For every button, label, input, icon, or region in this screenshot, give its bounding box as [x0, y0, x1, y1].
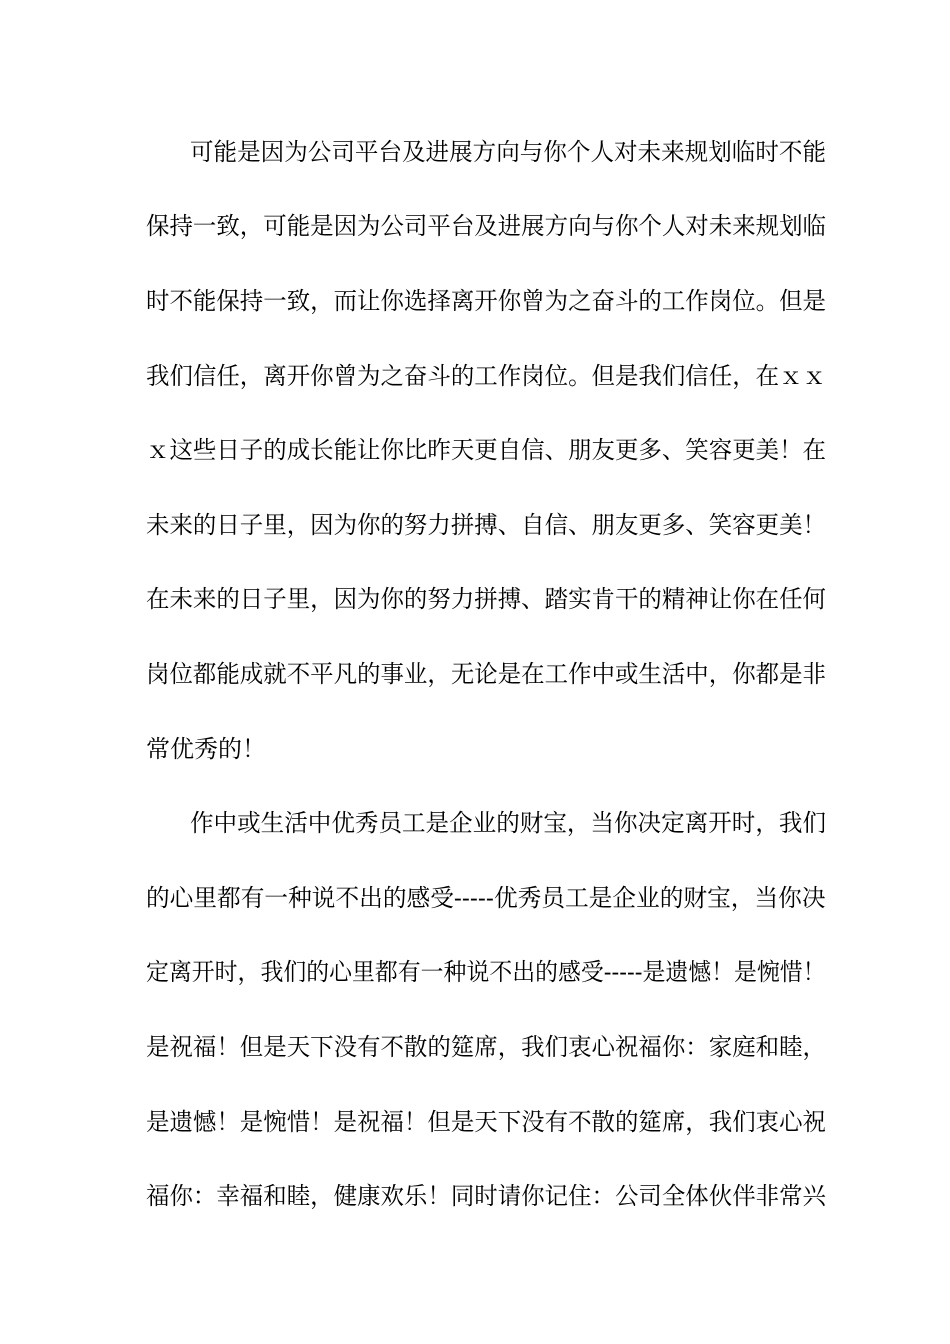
paragraph-2-line-1: 作中或生活中优秀员工是企业的财宝，当你决定离开时，我们 — [190, 809, 826, 837]
paragraph-2-line-2: 的心里都有一种说不出的感受-----优秀员工是企业的财宝，当你决 — [146, 884, 826, 912]
paragraph-1-line-6: 未来的日子里，因为你的努力拼搏、自信、朋友更多、笑容更美！ — [146, 511, 826, 539]
paragraph-2-line-5: 是遗憾！是惋惜！是祝福！但是天下没有不散的筵席，我们衷心祝 — [146, 1108, 826, 1136]
paragraph-1-line-1: 可能是因为公司平台及进展方向与你个人对未来规划临时不能 — [190, 138, 826, 166]
paragraph-1-line-8: 岗位都能成就不平凡的事业，无论是在工作中或生活中，你都是非 — [146, 660, 826, 688]
paragraph-2-line-6: 福你：幸福和睦，健康欢乐！同时请你记住：公司全体伙伴非常兴 — [146, 1182, 826, 1210]
paragraph-1-line-4: 我们信任，离开你曾为之奋斗的工作岗位。但是我们信任，在ｘｘ — [146, 362, 826, 390]
paragraph-1-line-2: 保持一致，可能是因为公司平台及进展方向与你个人对未来规划临 — [146, 212, 826, 240]
paragraph-2-line-3: 定离开时，我们的心里都有一种说不出的感受-----是遗憾！是惋惜！ — [146, 958, 826, 986]
paragraph-1-line-5: ｘ这些日子的成长能让你比昨天更自信、朋友更多、笑容更美！在 — [146, 436, 826, 464]
paragraph-1-line-9: 常优秀的！ — [146, 735, 266, 763]
paragraph-1-line-7: 在未来的日子里，因为你的努力拼搏、踏实肯干的精神让你在任何 — [146, 585, 826, 613]
paragraph-2-line-4: 是祝福！但是天下没有不散的筵席，我们衷心祝福你：家庭和睦， — [146, 1033, 826, 1061]
paragraph-1-line-3: 时不能保持一致，而让你选择离开你曾为之奋斗的工作岗位。但是 — [146, 287, 826, 315]
